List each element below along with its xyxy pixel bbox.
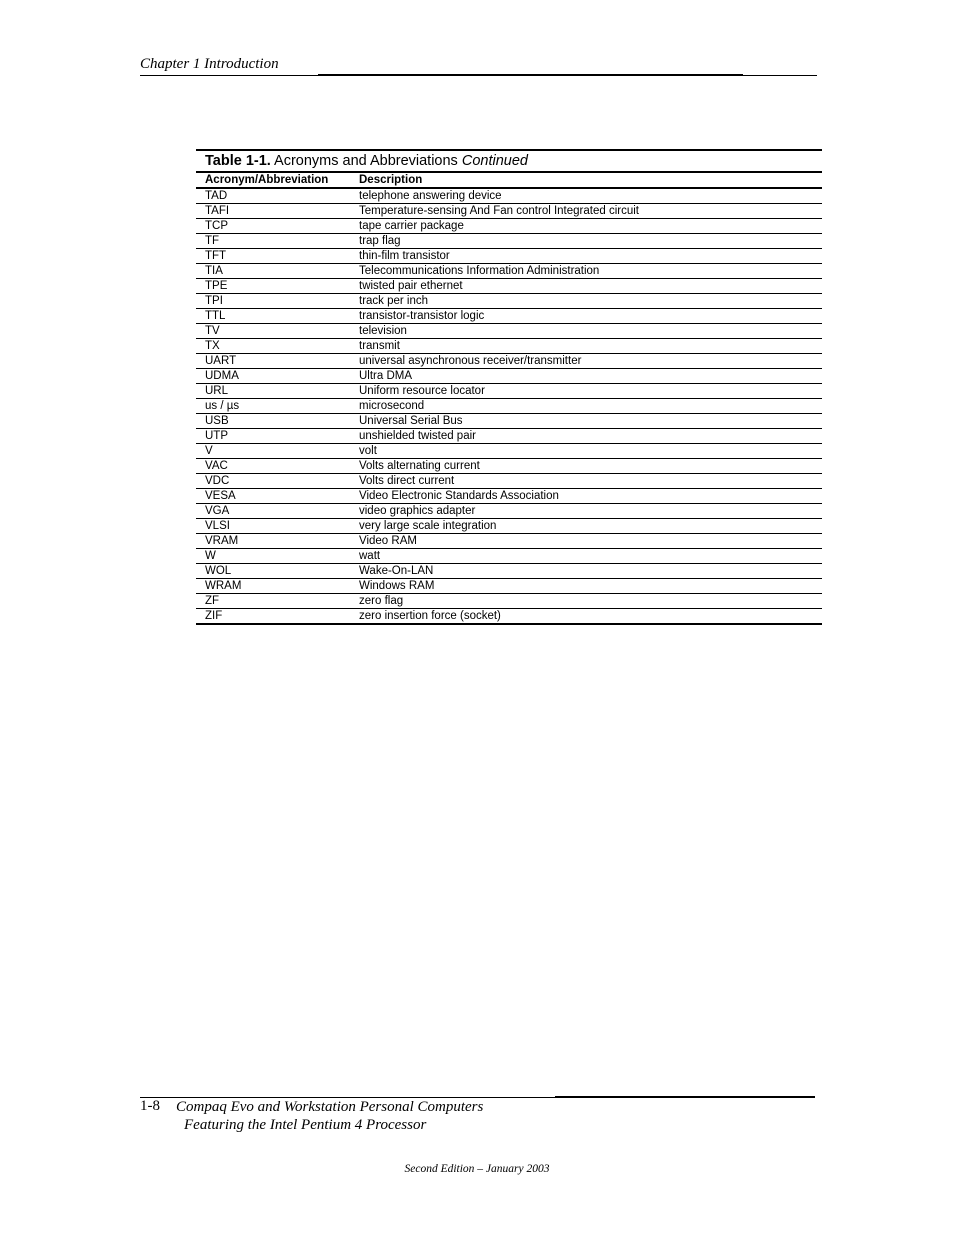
acronym-cell: W <box>196 549 359 564</box>
column-header-description: Description <box>359 173 822 188</box>
table-row <box>196 369 822 384</box>
table-row <box>196 309 822 324</box>
acronym-cell: TCP <box>196 219 359 234</box>
table-row <box>196 429 822 444</box>
description-cell: zero flag <box>359 594 822 609</box>
acronym-cell: VDC <box>196 474 359 489</box>
description-cell: Temperature-sensing And Fan control Integrated circuit <box>359 204 822 219</box>
table-row <box>196 324 822 339</box>
table-caption-title: Acronyms and Abbreviations <box>274 153 458 169</box>
description-cell: watt <box>359 549 822 564</box>
description-cell: tape carrier package <box>359 219 822 234</box>
acronym-cell: TPI <box>196 294 359 309</box>
footer-title-line2: Featuring the Intel Pentium 4 Processor <box>184 1117 427 1133</box>
description-cell: transmit <box>359 339 822 354</box>
acronym-cell: WRAM <box>196 579 359 594</box>
acronym-cell: VAC <box>196 459 359 474</box>
table-row <box>196 249 822 264</box>
acronym-cell: TPE <box>196 279 359 294</box>
description-cell: transistor-transistor logic <box>359 309 822 324</box>
acronym-cell: VESA <box>196 489 359 504</box>
table-row <box>196 504 822 519</box>
acronym-cell: ZF <box>196 594 359 609</box>
description-cell: trap flag <box>359 234 822 249</box>
description-cell: Telecommunications Information Administration <box>359 264 822 279</box>
table-row <box>196 188 822 204</box>
description-cell: Volts direct current <box>359 474 822 489</box>
table-row <box>196 564 822 579</box>
table-header-row <box>196 173 822 188</box>
acronym-cell: TFT <box>196 249 359 264</box>
footer-rule-accent <box>555 1096 815 1098</box>
table-row <box>196 519 822 534</box>
acronym-cell: VGA <box>196 504 359 519</box>
acronym-cell: VRAM <box>196 534 359 549</box>
table-row <box>196 219 822 234</box>
table-row <box>196 264 822 279</box>
description-cell: microsecond <box>359 399 822 414</box>
edition-note: Second Edition – January 2003 <box>404 1163 550 1175</box>
acronym-cell: V <box>196 444 359 459</box>
table-row <box>196 204 822 219</box>
acronym-cell: URL <box>196 384 359 399</box>
table-row <box>196 579 822 594</box>
table-row <box>196 399 822 414</box>
description-cell: television <box>359 324 822 339</box>
description-cell: Volts alternating current <box>359 459 822 474</box>
acronym-cell: TV <box>196 324 359 339</box>
acronym-cell: UTP <box>196 429 359 444</box>
acronyms-table <box>196 173 822 625</box>
table-row <box>196 594 822 609</box>
footer-book-title <box>176 1098 483 1134</box>
acronym-cell: TF <box>196 234 359 249</box>
acronym-cell: UDMA <box>196 369 359 384</box>
table-row <box>196 444 822 459</box>
description-cell: twisted pair ethernet <box>359 279 822 294</box>
acronym-cell: TAD <box>196 188 359 204</box>
table-caption-continued: Continued <box>461 153 528 169</box>
description-cell: Uniform resource locator <box>359 384 822 399</box>
acronym-cell: UART <box>196 354 359 369</box>
description-cell: Video RAM <box>359 534 822 549</box>
footer-title-line1: Compaq Evo and Workstation Personal Computers <box>176 1099 484 1115</box>
description-cell: very large scale integration <box>359 519 822 534</box>
description-cell: universal asynchronous receiver/transmitter <box>359 354 822 369</box>
description-cell: video graphics adapter <box>359 504 822 519</box>
acronym-cell: ZIF <box>196 609 359 625</box>
acronym-cell: TAFI <box>196 204 359 219</box>
description-cell: Universal Serial Bus <box>359 414 822 429</box>
acronym-cell: TX <box>196 339 359 354</box>
column-header-acronym: Acronym/Abbreviation <box>196 173 359 188</box>
acronyms-table-block <box>196 149 822 625</box>
table-row <box>196 279 822 294</box>
table-row <box>196 489 822 504</box>
table-row <box>196 609 822 625</box>
description-cell: Wake-On-LAN <box>359 564 822 579</box>
table-row <box>196 549 822 564</box>
header-rule-accent <box>318 74 743 76</box>
description-cell: Video Electronic Standards Association <box>359 489 822 504</box>
acronym-cell: WOL <box>196 564 359 579</box>
description-cell: Windows RAM <box>359 579 822 594</box>
description-cell: telephone answering device <box>359 188 822 204</box>
table-row <box>196 534 822 549</box>
acronym-cell: USB <box>196 414 359 429</box>
table-row <box>196 294 822 309</box>
acronym-cell: TIA <box>196 264 359 279</box>
table-row <box>196 354 822 369</box>
table-row <box>196 384 822 399</box>
page-number: 1-8 <box>140 1098 160 1114</box>
description-cell: volt <box>359 444 822 459</box>
acronym-cell: VLSI <box>196 519 359 534</box>
table-caption <box>196 149 822 173</box>
table-row <box>196 234 822 249</box>
table-body <box>196 188 822 624</box>
table-row <box>196 474 822 489</box>
acronym-cell: us / µs <box>196 399 359 414</box>
acronym-cell: TTL <box>196 309 359 324</box>
table-caption-label: Table 1-1. <box>205 153 271 169</box>
table-row <box>196 459 822 474</box>
table-row <box>196 414 822 429</box>
table-row <box>196 339 822 354</box>
chapter-title: Chapter 1 Introduction <box>140 56 279 72</box>
description-cell: track per inch <box>359 294 822 309</box>
description-cell: unshielded twisted pair <box>359 429 822 444</box>
description-cell: thin-film transistor <box>359 249 822 264</box>
description-cell: Ultra DMA <box>359 369 822 384</box>
description-cell: zero insertion force (socket) <box>359 609 822 625</box>
